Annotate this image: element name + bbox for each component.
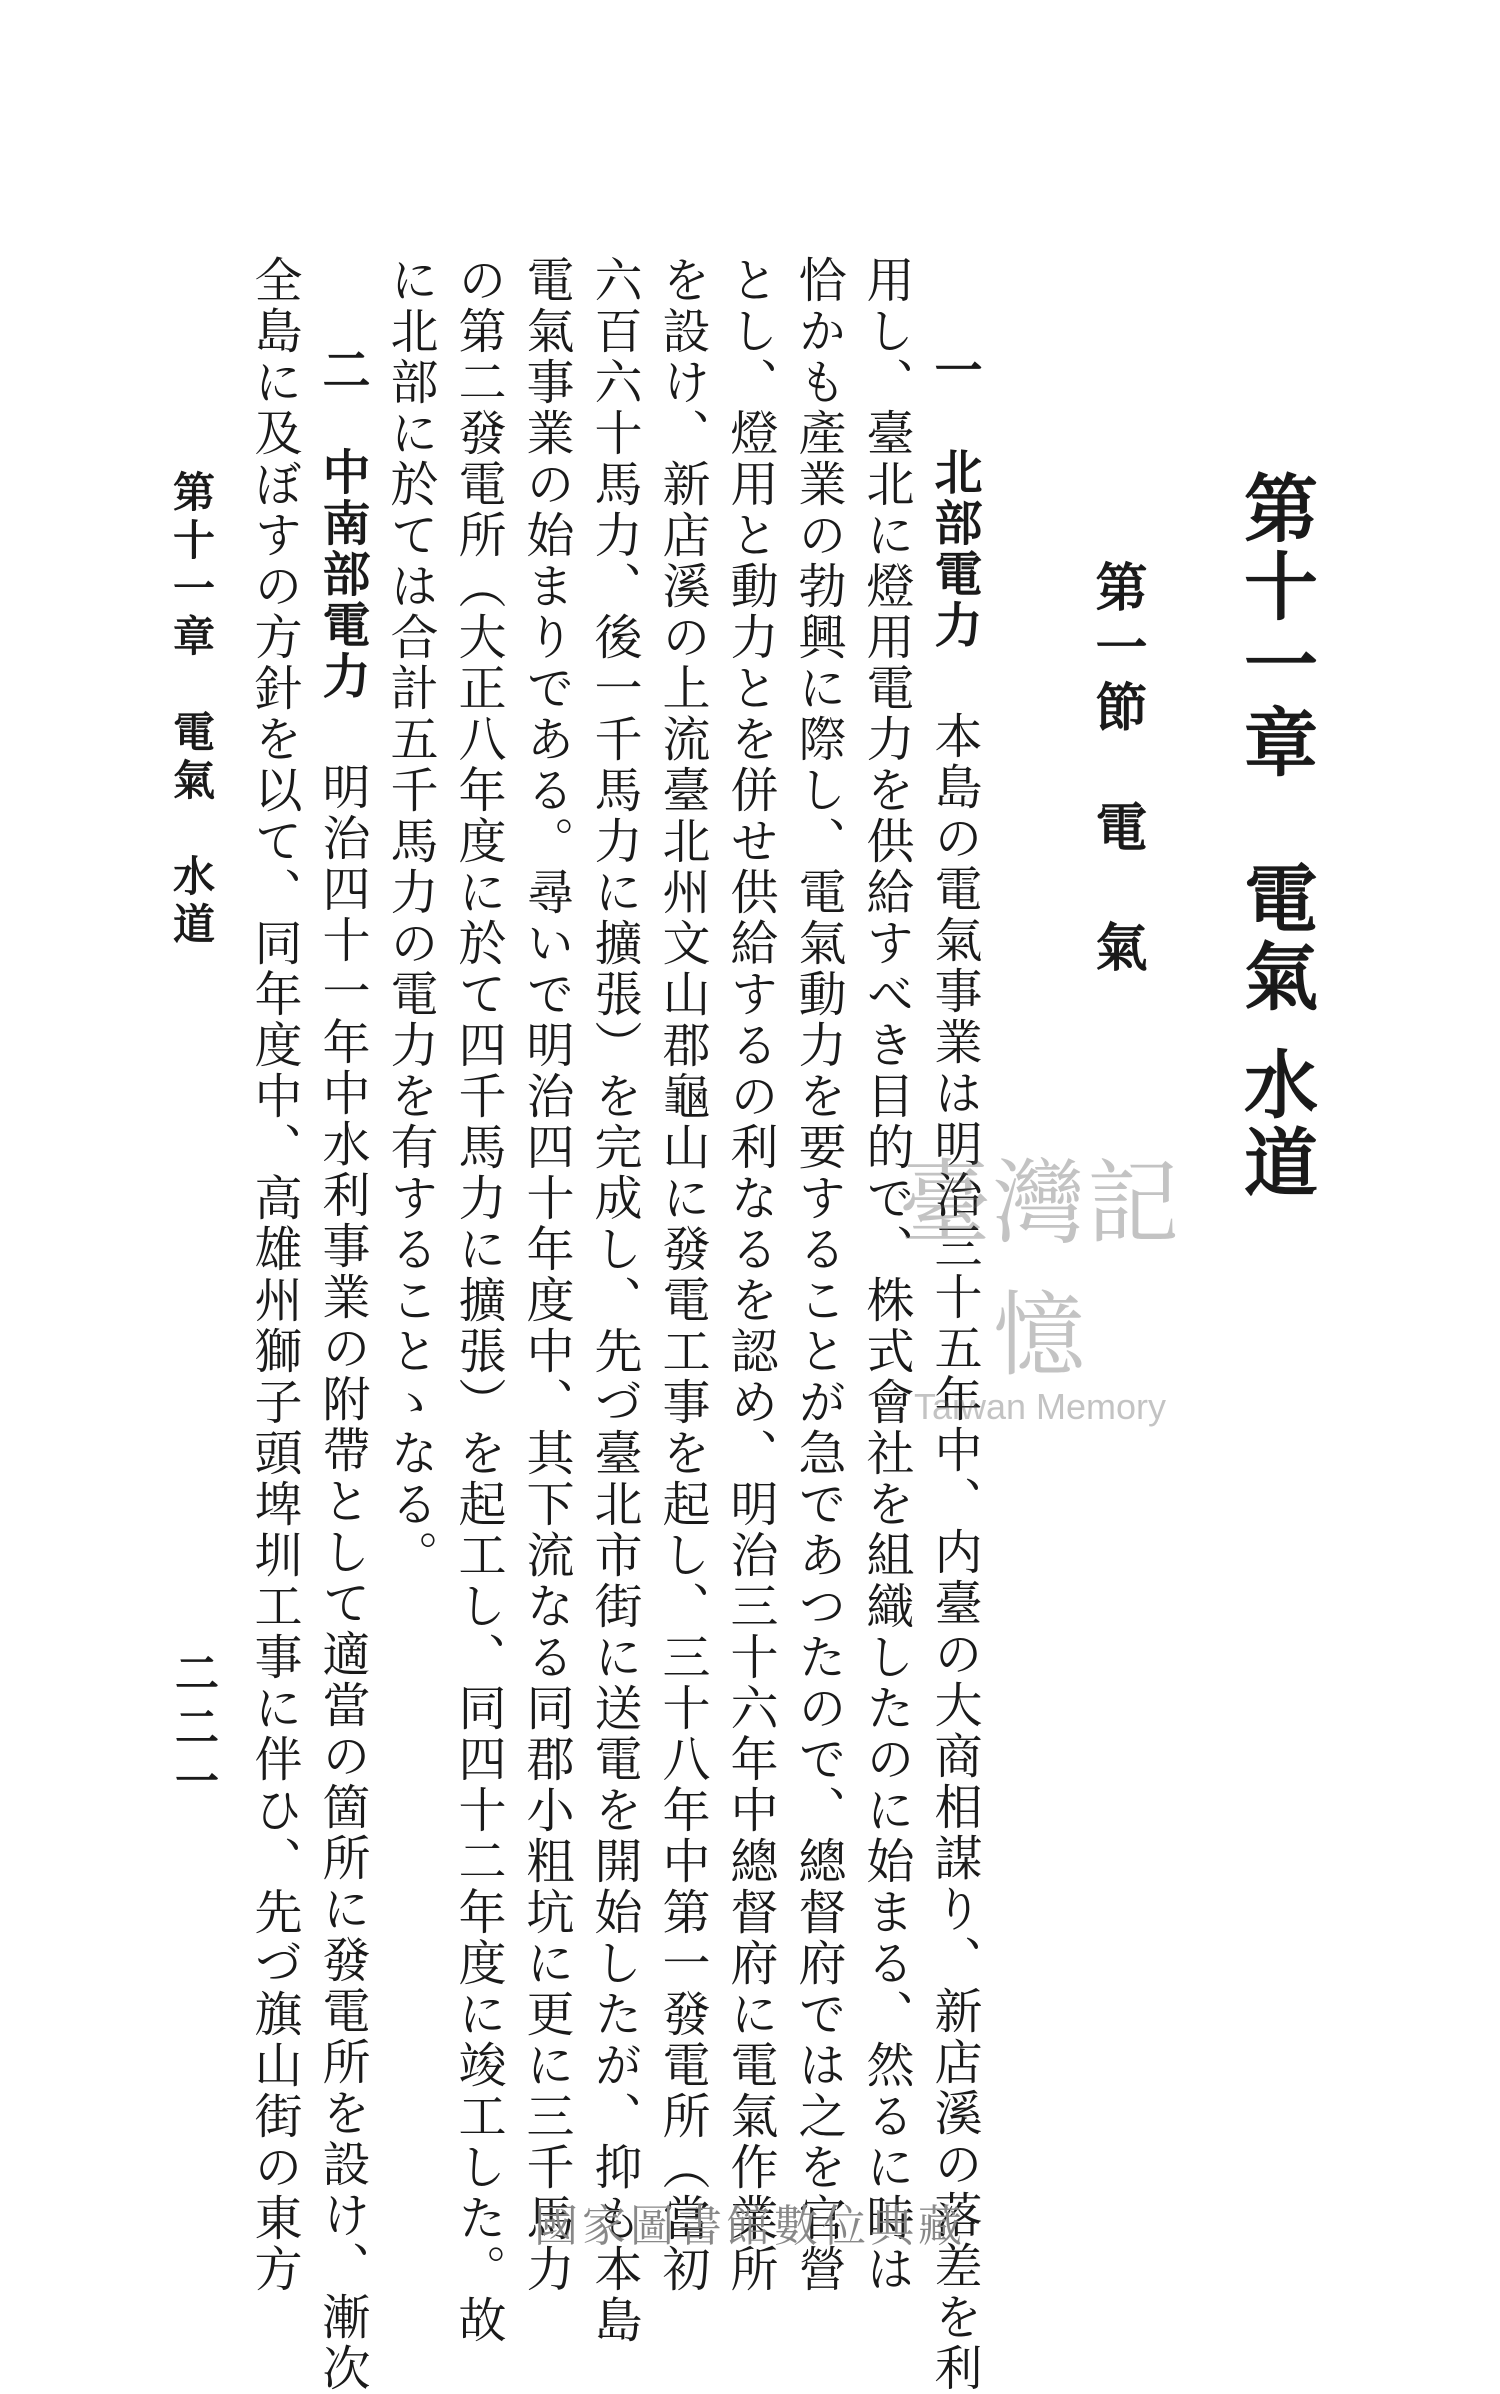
text-line: 本島の電氣事業は明治三十五年中、内臺の大商相謀り、新店溪の落差を利 [926, 711, 982, 2394]
watermark-logo-latin: Taiwan Memory [913, 1386, 1167, 1427]
text-column: に北部に於ては合計五千馬力の電力を有することゝなる。 [382, 255, 438, 1581]
text-column: の第二發電所（大正八年度に於て四千馬力に擴張）を起工し、同四十二年度に竣工した。故 [450, 255, 506, 2346]
text-column: 電氣事業の始まりである。尋いで明治四十年度中、其下流なる同郡小粗坑に更に三千馬力 [518, 255, 574, 2295]
watermark-logo-text: 臺灣記憶 [898, 1150, 1181, 1389]
paragraph-heading: 二 中南部電力 [314, 345, 370, 702]
text-column: 全島に及ぼすの方針を以て、同年度中、高雄州獅子頭埤圳工事に伴ひ、先づ旗山街の東方 [246, 255, 302, 2295]
text-column: 用し、臺北に燈用電力を供給すべき目的で、株式會社を組織したのに始まる、然るに時は [858, 255, 914, 2295]
text-column [314, 345, 370, 2394]
section-title: 第一節 電 氣 [1086, 560, 1147, 980]
text-column: 恰かも產業の勃興に際し、電氣動力を要することが急であつたので、總督府では之を官營 [790, 255, 846, 2295]
text-column: とし、燈用と動力とを併せ供給するの利なるを認め、明治三十六年中總督府に電氣作業所 [722, 255, 778, 2295]
page-number: 二二一 [167, 1650, 218, 1812]
running-header: 第十一章 電氣 水道 [167, 470, 216, 950]
text-column: を設け、新店溪の上流臺北州文山郡龜山に發電工事を起し、三十八年中第一發電所（當初 [654, 255, 710, 2295]
text-line: 明治四十一年中水利事業の附帶として適當の箇所に發電所を設け、漸次 [314, 762, 370, 2394]
watermark [860, 1130, 1220, 1428]
footer-credit: 國家圖書館數位典藏 [534, 2201, 966, 2252]
paragraph-heading: 一 北部電力 [926, 345, 982, 651]
text-column: 六百六十馬力、後一千馬力に擴張）を完成し、先づ臺北市街に送電を開始したが、抑も本島 [586, 255, 642, 2346]
chapter-title: 第十一章 電氣 水道 [1232, 470, 1318, 1202]
